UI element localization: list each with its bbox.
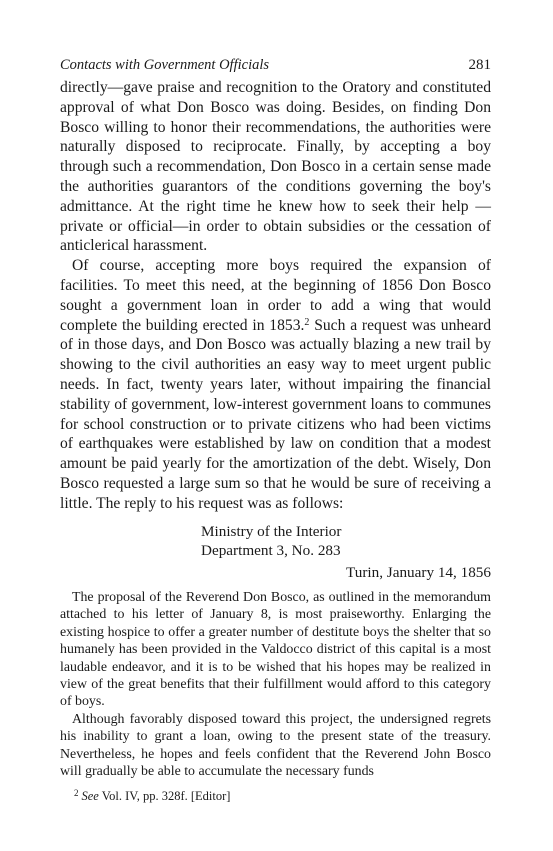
chapter-title: Contacts with Government Officials xyxy=(60,57,270,73)
page-number: 281 xyxy=(468,57,491,73)
footnote-see: See xyxy=(81,788,99,803)
letter-body xyxy=(60,589,491,780)
main-text xyxy=(60,78,491,514)
letter-paragraph-1: The proposal of the Reverend Don Bosco, as outlined in the memorandum attached to his letter of January 8, is most praiseworthy. Enlarging the existing hospice to offer a greater number of destitute boys the shelter that so humanely has been provided in the Valdocco district of this capital is a most laudable endeavor, and it is to be wished that his hopes may be realized in view of the great benefits that their fulfillment would afford to this category of boys. xyxy=(60,590,491,710)
paragraph-2 xyxy=(60,256,491,513)
ministry-line: Ministry of the Interior xyxy=(201,522,342,540)
footnote-text: Vol. IV, pp. 328f. [Editor] xyxy=(98,788,231,803)
paragraph-2-part-2: Such a request was unheard of in those days, and Don Bosco was actually blazing a new trail by showing to the civil authorities an easy way to meet urgent public needs. In fact, twenty years later, without impairing the financial stability of government, low-interest government loans to communes for school construction or to private citizens who had been victims of earthquakes were established by law on condition that a modest amount be paid yearly for the amortization of the debt. Wisely, Don Bosco requested a large sum so that he would be sure of receiving a little. The reply to his request was as follows: xyxy=(60,316,492,512)
paragraph-2-part-1: Of course, accepting more boys required the expansion of facilities. To meet this need, at the beginning of 1856 Don Bosco sought a government loan in order to add a wing that would complete the building erected in 1853. xyxy=(60,257,491,334)
department-line: Department 3, No. 283 xyxy=(201,542,341,560)
footnote-reference: 2 xyxy=(304,316,310,328)
quoted-letter xyxy=(60,522,491,583)
running-head xyxy=(60,56,491,74)
letter-heading xyxy=(201,522,491,561)
footnote xyxy=(74,785,491,804)
letter-dateline: Turin, January 14, 1856 xyxy=(346,563,491,581)
paragraph-1: directly—gave praise and recognition to the Oratory and constituted approval of what Don Bosco was doing. Besides, on finding Don Bosco willing to honor their recommendations, the authorities were naturally disposed to reciprocate. Finally, by accepting a boy through such a recommendation, Don Bosco in a certain sense made the authorities guarantors of the conditions governing the boy's admittance. At the right time he knew how to seek their help —private or official—in order to obtain subsidies or the cessation of anticlerical harassment. xyxy=(60,79,491,255)
book-page xyxy=(60,56,491,804)
letter-paragraph-2: Although favorably disposed toward this project, the undersigned regrets his inability to grant a loan, owing to the present state of the treasury. Nevertheless, he hopes and feels confident that the Reverend John Bosco will gradually be able to accumulate the necessary funds xyxy=(60,711,491,780)
footnote-number: 2 xyxy=(74,787,79,798)
